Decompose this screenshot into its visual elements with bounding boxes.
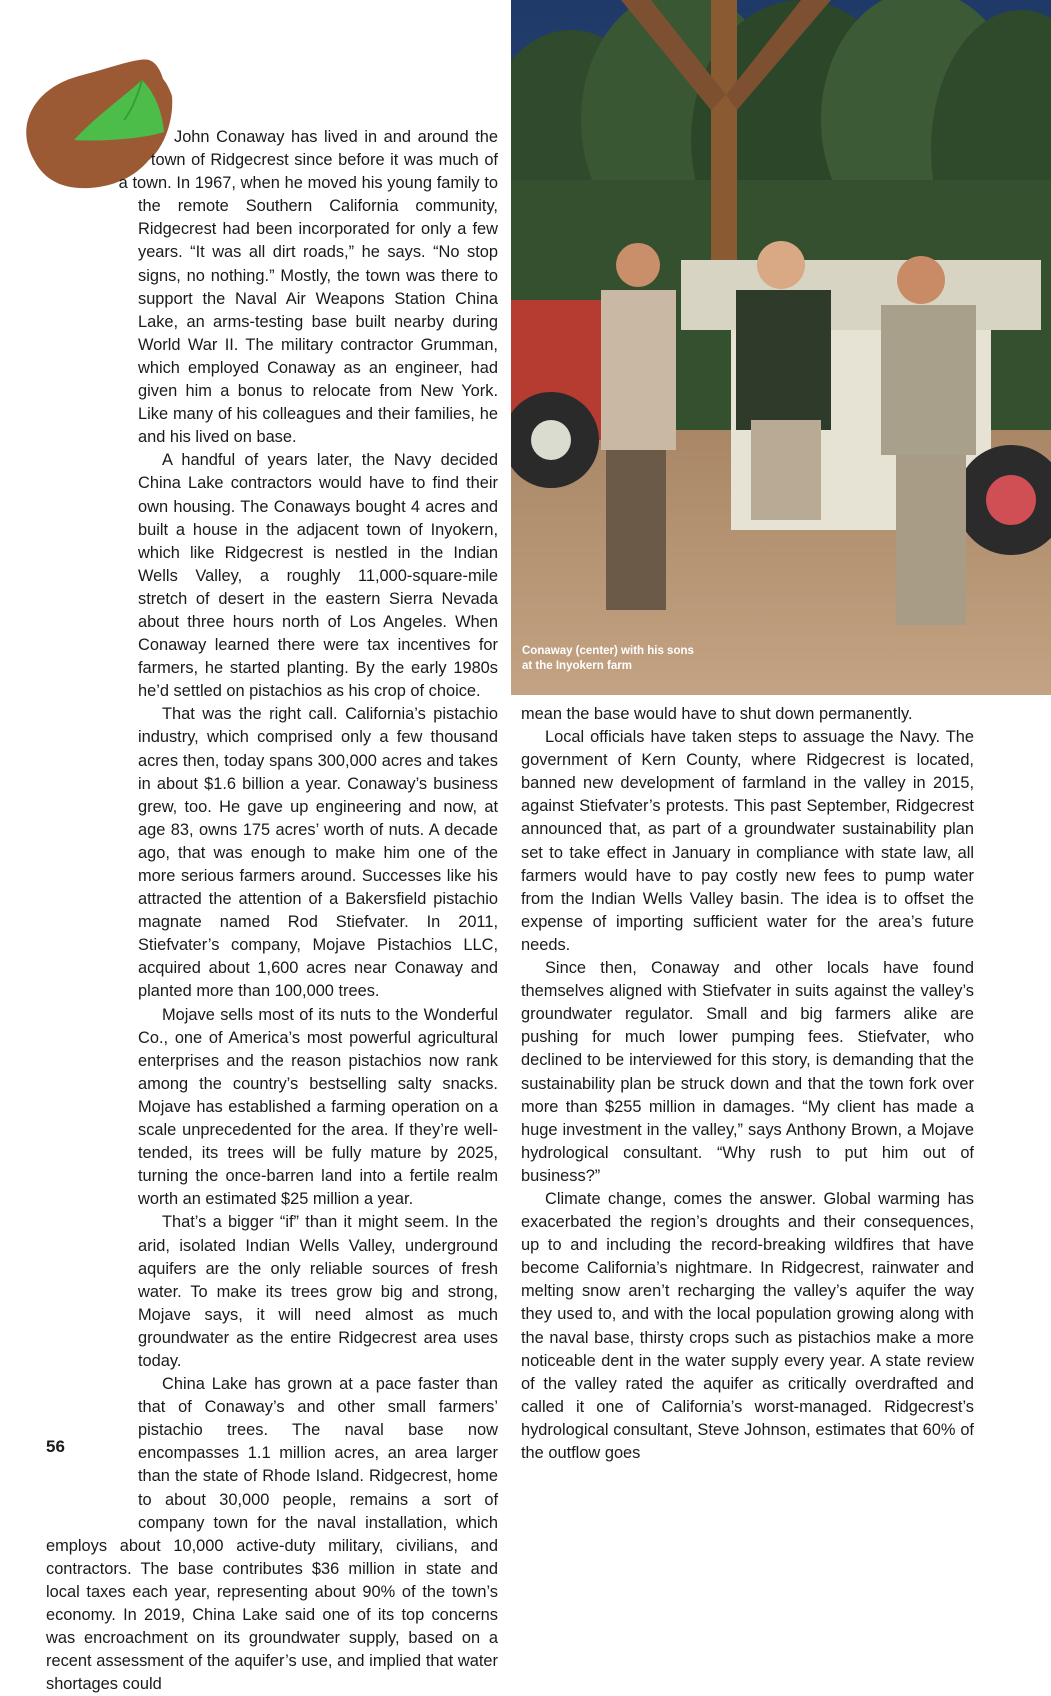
article-paragraph: That’s a bigger “if” than it might seem. In the arid, isolated Indian Wells Valley, underground aquifers are the only reliable sources of fresh water. To make its trees grow big and strong, Mojave says, it will need almost as much groundwater as the entire Ridgecrest area uses today.: [138, 1213, 498, 1370]
article-paragraph: John Conaway has lived in and around the town of Ridgecrest since before it was much of a town. In 1967, when he moved his young family to the remote Southern California community, Ridgecrest had been incorporated for only a few years. “It was all dirt roads,” he says. “No stop signs, no nothing.” Mostly, the town was there to support the Naval Air Weapons Station China Lake, an arms-testing base built nearby during World War II. The military contractor Grumman, which employed Conaway as an engineer, had given him a bonus to relocate from New York. Like many of his colleagues and their families, he and his lived on base.: [118, 128, 498, 447]
photo-caption: [522, 644, 752, 674]
article-paragraph: Mojave sells most of its nuts to the Wonderful Co., one of America’s most powerful agricultural enterprises and the reason pistachios now rank among the country’s bestselling salty snacks. Mojave has established a farming operation on a scale unprecedented for the area. If they’re well-tended, its trees will be fully mature by 2025, turning the once-barren land into a fertile realm worth an estimated $25 million a year.: [138, 1005, 498, 1209]
article-paragraph: Since then, Conaway and other locals have found themselves aligned with Stiefvater in suits against the valley’s groundwater regulator. Small and big farmers alike are pushing for much lower pumping fees. Stiefvater, who declined to be interviewed for this story, is demanding that the sustainability plan be struck down and that the town fork over more than $255 million in damages. “My client has made a huge investment in the valley,” says Anthony Brown, a Mojave hydrological consultant. “Why rush to put him out of business?”: [521, 959, 974, 1185]
article-paragraph: A handful of years later, the Navy decided China Lake contractors would have to find their own housing. The Conaways bought 4 acres and built a house in the adjacent town of Inyokern, which like Ridgecrest is nestled in the Indian Wells Valley, a roughly 11,000-square-mile stretch of desert in the eastern Sierra Nevada about three hours north of Los Angeles. When Conaway learned there were tax incentives for farmers, he started planting. By the early 1980s he’d settled on pistachios as his crop of choice.: [138, 451, 498, 701]
caption-line: at the Inyokern farm: [522, 660, 632, 672]
caption-line: Conaway (center) with his sons: [522, 645, 694, 657]
article-paragraph: mean the base would have to shut down permanently.: [521, 705, 913, 723]
page-number: 56: [46, 1437, 65, 1456]
article-paragraph: Local officials have taken steps to assuage the Navy. The government of Kern County, where Ridgecrest is located, banned new development of farmland in the valley in 2015, against Stiefvater’s protests. This past September, Ridgecrest announced that, as part of a groundwater sustainability plan set to take effect in January in compliance with state law, all farmers would have to pay costly new fees to pump water from the Indian Wells Valley basin. The idea is to offset the expense of importing sufficient water for the area’s future needs.: [521, 728, 974, 954]
left-column: [46, 126, 498, 1696]
article-paragraph: China Lake has grown at a pace faster than that of Conaway’s and other small farmers’ pistachio trees. The naval base now encompasses 1.1 million acres, an area larger than the state of Rhode Island. Ridgecrest, home to about 30,000 people, remains a sort of company town for the naval installation, which employs about 10,000 active-duty military, civilians, and contractors. The base contributes $36 million in state and local taxes each year, representing about 90% of the town’s economy. In 2019, China Lake said one of its top concerns was encroachment on its groundwater supply, based on a recent assessment of the aquifer’s use, and implied that water shortages could: [46, 1375, 498, 1694]
farm-photo: [511, 0, 1051, 695]
article-paragraph: Climate change, comes the answer. Global warming has exacerbated the region’s droughts and their consequences, up to and including the record-breaking wildfires that have become California’s nightmare. In Ridgecrest, rainwater and melting snow aren’t recharging the valley’s aquifer the way they used to, and with the local population growing along with the naval base, thirsty crops such as pistachios make a more noticeable dent in the water supply every year. A state review of the valley rated the aquifer as critically overdrafted and called it one of California’s worst-managed. Ridgecrest’s hydrological consultant, Steve Johnson, estimates that 60% of the outflow goes: [521, 1189, 974, 1462]
right-column: [521, 703, 974, 1465]
article-paragraph: That was the right call. California’s pistachio industry, which comprised only a few thousand acres then, today spans 300,000 acres and takes in about $1.6 billion a year. Conaway’s business grew, too. He gave up engineering and now, at age 83, owns 175 acres’ worth of nuts. A decade ago, that was enough to make him one of the more serious farmers around. Successes like his attracted the attention of a Bakersfield pistachio magnate named Rod Stiefvater. In 2011, Stiefvater’s company, Mojave Pistachios LLC, acquired about 1,600 acres near Conaway and planted more than 100,000 trees.: [138, 705, 498, 1001]
